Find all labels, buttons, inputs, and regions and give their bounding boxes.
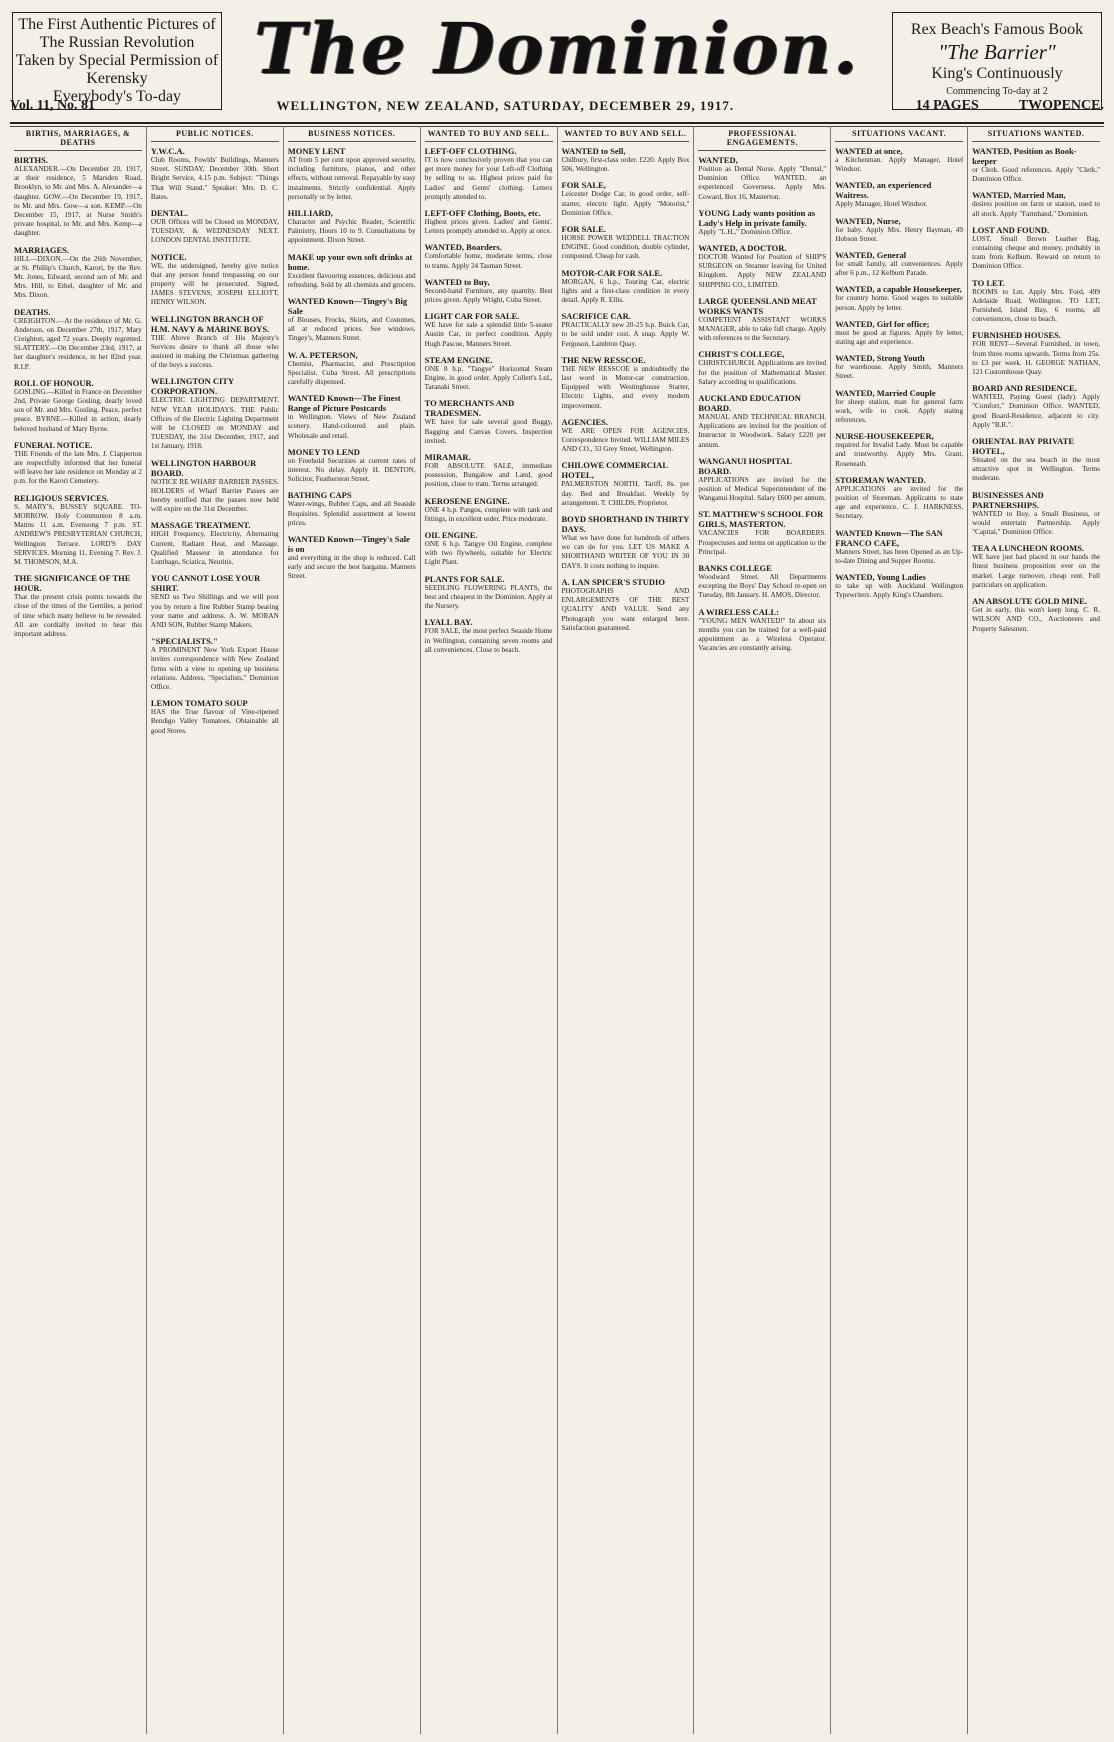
notice-heading: WANTED Known—The Finest Range of Picture Postcards <box>287 393 401 414</box>
notice-heading: ORIENTAL BAY PRIVATE HOTEL, <box>972 436 1074 457</box>
notice-body: Leicester Dodge Car, in good order, self-starter, electric light. Apply "Motorist," Dominion Office. <box>561 190 690 217</box>
notice-item <box>698 349 826 387</box>
notice-item <box>562 180 690 218</box>
notice-heading: Y.W.C.A. <box>150 146 185 156</box>
notice-heading: WANTED Known—Tingey's Big Sale <box>287 296 408 317</box>
ad-line: Commencing To-day at 2 <box>946 86 1048 97</box>
notice-heading: WELLINGTON CITY CORPORATION. <box>150 376 234 397</box>
notice-heading: FOR SALE. <box>561 224 606 235</box>
notice-body: S. MARY'S, BUSSEY SQUARE. TO-MORROW. Holy Communion 8 a.m. Matins 11 a.m. Evensong 7 p.m. ST. ANDREW'S PRESBYTERIAN CHURCH, Wellington Terrace. LORD'S DAY SERVICES. Morning 11, Evening 7. Rev. J. M. THOMSON, M.A. <box>14 502 142 566</box>
ad-line: The First Authentic Pictures of <box>18 16 216 33</box>
notice-heading: HILLIARD, <box>287 208 333 219</box>
notice-heading: CHILOWE COMMERCIAL HOTEL, <box>561 460 668 481</box>
notice-item <box>972 383 1100 430</box>
notice-item <box>288 208 416 246</box>
notice-item <box>288 447 416 485</box>
notice-heading: WANTED, General <box>835 250 907 261</box>
notice-heading: MONEY LENT <box>287 146 346 156</box>
column <box>147 126 284 1734</box>
notice-heading: DEATHS. <box>14 306 51 317</box>
notice-body: Chemist, Pharmacist, and Prescription Specialist. Cuba Street. All prescriptions carefully dispensed. <box>287 359 416 387</box>
notice-body: WE ARE OPEN FOR AGENCIES. Correspondence Invited. WILLIAM MILES AND CO., 33 Grey Street, Wellington. <box>561 426 690 454</box>
notice-item <box>425 355 553 393</box>
notice-item <box>14 155 142 239</box>
notice-item <box>698 563 826 601</box>
notice-item <box>288 393 416 441</box>
notice-heading: A WIRELESS CALL: <box>698 606 779 617</box>
column-header: SITUATIONS VACANT. <box>835 126 963 142</box>
notice-body: of Blouses, Frocks, Skirts, and Costumes, all at reduced prices. See windows. Tingey's, Manners Street. <box>287 316 416 343</box>
notice-heading: BATHING CAPS <box>287 490 352 501</box>
notice-body: required for Invalid Lady. Must be capable and trustworthy. Apply Mrs. Grant, Roseneath. <box>835 441 964 468</box>
notice-item <box>698 607 826 654</box>
notice-item <box>425 398 553 446</box>
notice-body: ALEXANDER.—On December 20, 1917, at their residence, 5 Marsden Road, Brooklyn, to Mr. and Mrs. A. Alexander—a daughter. GOW.—On December 19, 1917, to Mr. and Mrs. Gow—a son. KEMP.—On December 15, 1917, at Nurse Smith's private hospital, to Mr. and Mrs. Kemp—a daughter. <box>14 165 142 238</box>
notice-item <box>972 436 1100 484</box>
notice-item <box>425 530 553 568</box>
notice-heading: WANTED, an experienced Waitress. <box>835 180 932 201</box>
notice-heading: BANKS COLLEGE <box>698 563 772 574</box>
notice-body: Manners Street, has been Opened as an Up-to-date Dining and Supper Rooms. <box>835 547 964 565</box>
notice-item <box>425 277 553 305</box>
notice-item <box>835 475 963 522</box>
notice-body: APPLICATIONS are invited for the position of Medical Superintendent of the Wanganui Hospital. Salary £600 per annum. <box>698 475 827 503</box>
notice-body: Comfortable home, moderate terms, close to trams. Apply 24 Tasman Street. <box>424 252 553 270</box>
notice-body: in Wellington. Views of New Zealand scenery. Hand-coloured and plain. Wholesale and retail. <box>287 413 416 440</box>
notice-item <box>562 577 690 633</box>
notice-body: PRACTICALLY new 20-25 h.p. Buick Car, to be sold under cost. A snap. Apply W. Ferguson, Lambton Quay. <box>561 321 690 348</box>
notice-item <box>425 574 553 612</box>
notice-heading: CHRIST'S COLLEGE, <box>698 349 785 360</box>
notice-body: Water-wings, Rubber Caps, and all Seaside Requisites. Splendid assortment at lowest prices. <box>287 500 416 527</box>
notice-heading: TO MERCHANTS AND TRADESMEN. <box>424 398 515 419</box>
notice-heading: NOTICE. <box>150 251 187 262</box>
notice-heading: WANGANUI HOSPITAL BOARD. <box>698 455 792 476</box>
notice-heading: MASSAGE TREATMENT. <box>150 520 251 531</box>
notice-heading: FUNERAL NOTICE. <box>14 439 93 450</box>
notice-item <box>425 452 553 490</box>
column-header: BUSINESS NOTICES. <box>288 126 416 142</box>
notice-item <box>562 311 690 349</box>
notice-item <box>14 440 142 487</box>
notice-heading: MOTOR-CAR FOR SALE. <box>561 267 663 278</box>
notice-body: LOST, Small Brown Leather Bag, containing cheque and money, probably in tram from Kelburn. Reward on return to Dominion Office. <box>972 234 1100 271</box>
notice-item <box>288 490 416 528</box>
notice-heading: LEMON TOMATO SOUP <box>150 698 248 709</box>
notice-item <box>972 490 1100 538</box>
notice-item <box>151 698 279 736</box>
notice-body: HILL—DIXON.—On the 26th November, at St. Phillip's Church, Karori, by the Rev. Mr. Jones, Edward, second son of Mr. and Mrs. Hill, to Ethel, daughter of Mr. and Mrs. Dixon. <box>14 254 142 300</box>
notice-heading: WELLINGTON BRANCH OF H.M. NAVY & MARINE BOYS. <box>150 313 270 334</box>
notice-heading: TEA A LUNCHEON ROOMS. <box>972 543 1085 554</box>
newspaper-page <box>10 8 1104 1734</box>
column-header: WANTED TO BUY AND SELL. <box>425 126 553 142</box>
notice-heading: WANTED, Married Man, <box>972 190 1066 201</box>
column <box>284 126 421 1734</box>
notice-body: Club Rooms, Fowlds' Buildings, Manners Street. SUNDAY, December 30th. Short Bright Service, 4.15 p.m. Subject: "Things That Will Stand." Speaker: Mrs. D. C. Bates. <box>150 156 279 201</box>
notice-item <box>972 225 1100 272</box>
notice-item <box>151 636 279 692</box>
notice-heading: WANTED, <box>698 155 738 165</box>
notice-item <box>562 146 690 174</box>
column <box>968 126 1104 1734</box>
notice-item <box>972 330 1100 377</box>
notice-item <box>288 146 416 202</box>
price: TWOPENCE. <box>1018 98 1104 113</box>
column-header: SITUATIONS WANTED. <box>972 126 1100 142</box>
notice-heading: WANTED, Married Couple <box>835 387 936 398</box>
dateline-bar <box>10 96 1104 116</box>
notice-item <box>151 520 279 567</box>
notice-item <box>562 514 690 571</box>
notice-body: Excellent flavouring essences, delicious and refreshing. Sold by all chemists and grocers. <box>287 271 416 289</box>
notice-body: for sheep station, man for general farm work, wife to cook. Apply stating references. <box>835 397 964 425</box>
notice-heading: LIGHT CAR FOR SALE. <box>424 311 520 322</box>
notice-heading: WANTED, a capable Housekeeper, <box>835 284 962 295</box>
column-header: BIRTHS, MARRIAGES, & DEATHS <box>14 126 142 151</box>
notice-heading: THE NEW RESSCOE. <box>561 354 646 365</box>
notice-heading: WANTED, Strong Youth <box>835 353 925 364</box>
notice-body: THE NEW RESSCOE is undoubtedly the last word in Motor-car construction. Equipped with Westinghouse Starter, Electric Lights, and every modern improvement. <box>561 364 690 410</box>
notice-item <box>835 572 963 600</box>
notice-body: Position as Dental Nurse. Apply "Dental," Dominion Office. WANTED, an experienced Governess. Apply Mrs. Coward, Box 16, Masterton. <box>698 165 827 201</box>
notice-body: FOR RENT—Several Furnished, in town, from three rooms upwards. Terms from 25s. to £3 per week. H. GEORGE NATHAN, 121 Customhouse Quay. <box>972 340 1100 377</box>
notice-heading: ST. MATTHEW'S SCHOOL FOR GIRLS, MASTERTON. <box>698 509 824 530</box>
ad-line: The Russian Revolution <box>39 34 195 51</box>
notice-heading: MARRIAGES. <box>14 244 70 255</box>
notice-body: CHRISTCHURCH. Applications are invited for the position of Mathematical Master. Salary according to qualifications. <box>698 359 827 386</box>
ad-line: Rex Beach's Famous Book <box>910 21 1084 38</box>
notice-body: to take up with Auckland Wellington Typewriters. Apply King's Chambers. <box>835 582 964 600</box>
notice-body: Woodward Street. All Departments excepting the Boys' Day School re-open on Tuesday, 8th January. H. AMOS, Director. <box>698 573 827 600</box>
notice-item <box>14 245 142 301</box>
notice-heading: STOREMAN WANTED. <box>835 474 926 485</box>
notice-heading: STEAM ENGINE. <box>424 354 493 365</box>
notice-heading: YOU CANNOT LOSE YOUR SHIRT. <box>150 573 261 594</box>
notice-item <box>288 296 416 344</box>
notice-item <box>151 376 279 451</box>
notice-item <box>562 460 690 508</box>
notice-heading: "SPECIALISTS." <box>150 636 218 647</box>
notice-body: desires position on farm or station, used to all stock. Apply "Farmhand," Dominion. <box>972 200 1100 218</box>
notice-body: ONE 8 h.p. "Tangye" Horizontal Steam Engine, in good order. Apply Collett's Ltd., Taranaki Street. <box>424 364 553 392</box>
notice-item <box>835 353 963 381</box>
notice-body: WE, the undersigned, hereby give notice that any person found trespassing on our property will be prosecuted. Signed, JAMES STEVENS, JOSEPH ELLIOTT, HENRY WILSON. <box>150 261 279 307</box>
notice-body: COMPETENT ASSISTANT WORKS MANAGER, able to take full charge. Apply with references to the Secretary. <box>698 315 827 343</box>
notice-item <box>425 496 553 524</box>
newspaper-title: The Dominion. <box>254 7 860 90</box>
notice-body: ROOMS to Let. Apply Mrs. Ford, 499 Adelaide Road, Wellington. TO LET, Furnished, Island Bay, 6 rooms, all conveniences, close to beach. <box>972 287 1100 324</box>
notice-body: for warehouse. Apply Smith, Manners Street. <box>835 363 964 381</box>
notice-body: What we have done for hundreds of others we can do for you. LET US MAKE A SHORTHAND WRITER OF YOU IN 30 DAYS. It costs nothing to inquire. <box>561 534 690 570</box>
notice-body: WANTED to Buy, a Small Business, or would entertain Partnership. Apply "Capital," Dominion Office. <box>972 509 1100 537</box>
notice-body: GOSLING.—Killed in France on December 2nd, Private George Gosling, dearly loved son of Mr. and Mrs. Gosling. Peace, perfect peace. BYRNE.—Killed in action, dearly beloved husband of Mary Byrne. <box>14 387 142 433</box>
notice-heading: WANTED, Position as Book-keeper <box>972 146 1077 166</box>
notice-item <box>835 319 963 347</box>
notice-item <box>835 216 963 244</box>
notice-heading: FURNISHED HOUSES. <box>972 330 1061 341</box>
notice-heading: AN ABSOLUTE GOLD MINE. <box>972 596 1087 607</box>
notice-heading: BIRTHS. <box>14 155 48 165</box>
notice-body: FOR ABSOLUTE SALE, immediate possession, Bungalow and Land, good position, close to tram. Terms arranged. <box>424 462 553 489</box>
notice-heading: WANTED Known—The SAN FRANCO CAFE, <box>835 527 943 548</box>
notice-item <box>14 573 142 639</box>
notice-body: HIGH Frequency, Electricity, Alternating Current, Radiant Heat, and Massage. Qualified Masseur in attendance for Lumbago, Sciatica, Neuritis. <box>150 530 279 567</box>
notice-heading: WANTED, Young Ladies <box>835 572 926 583</box>
notice-body: Highest prices given. Ladies' and Gents'. Letters promptly attended to. Apply at once. <box>424 218 553 236</box>
column <box>694 126 831 1734</box>
column-header: PUBLIC NOTICES. <box>151 126 279 142</box>
notice-body: IT is now conclusively proven that you can get more money for your Left-off Clothing by selling to us. Highest prices paid for Ladies' and Gents' clothing. Letters promptly attended to. <box>424 156 553 201</box>
notice-item <box>562 224 690 262</box>
notice-body: NOTICE RE WHARF BARRIER PASSES. HOLDERS of Wharf Barrier Passes are hereby notified that the passes now held will expire on the 31st December. <box>150 477 279 514</box>
notice-heading: BOYD SHORTHAND IN THIRTY DAYS. <box>561 514 690 535</box>
notice-heading: LYALL BAY. <box>424 617 473 628</box>
notice-body: on Freehold Securities at current rates of interest. No delay. Apply H. DENTON, Solicitor, Featherston Street. <box>287 456 416 484</box>
notice-body: APPLICATIONS are invited for the position of Storeman. Applicants to state age and experience. C. J. HARKNESS, Secretary. <box>835 484 964 521</box>
notice-body: VACANCIES FOR BOARDERS. Prospectuses and terms on application to the Principal. <box>698 529 827 556</box>
notice-body: SEND us Two Shillings and we will post you by return a fine Rubber Stamp bearing your name and address. A. W. MORAN AND SON, Rubber Stamp Makers. <box>150 593 279 629</box>
notice-heading: WANTED at once, <box>835 146 903 156</box>
notice-heading: NURSE-HOUSEKEEPER, <box>835 431 934 442</box>
notice-heading: MIRAMAR. <box>424 452 471 463</box>
notice-heading: BOARD AND RESIDENCE. <box>972 383 1077 394</box>
notice-item <box>972 278 1100 325</box>
notice-item <box>288 534 416 582</box>
column <box>10 126 147 1734</box>
notice-heading: LOST AND FOUND. <box>972 224 1050 235</box>
column-header: PROFESSIONAL ENGAGEMENTS. <box>698 126 826 151</box>
notice-heading: LARGE QUEENSLAND MEAT WORKS WANTS <box>698 295 817 316</box>
column-header: WANTED TO BUY AND SELL. <box>562 126 690 142</box>
notice-item <box>14 493 142 567</box>
notice-heading: WANTED, Boarders. <box>424 242 502 253</box>
notice-item <box>698 296 826 344</box>
notice-item <box>151 252 279 308</box>
column <box>831 126 968 1734</box>
notice-body: Situated on the sea beach in the most attractive spot in Wellington. Terms moderate. <box>972 456 1100 483</box>
notice-item <box>698 393 826 450</box>
notice-heading: A. LAN SPICER'S STUDIO <box>561 576 665 587</box>
notice-item <box>425 208 553 236</box>
notice-body: PHOTOGRAPHS AND ENLARGEMENTS OF THE BEST QUALITY AND VALUE. Send any Photograph you want enlarged here. Satisfaction guaranteed. <box>561 586 690 632</box>
notice-body: DOCTOR Wanted for Position of SHIP'S SURGEON on Steamer leaving for United Kingdom. Apply NEW ZEALAND SHIPPING CO., LIMITED. <box>698 253 827 289</box>
notice-body: Apply "L.H.," Dominion Office. <box>698 227 792 236</box>
notice-item <box>835 528 963 566</box>
notice-body: HORSE POWER WEDDELL TRACTION ENGINE. Good condition, double cylinder, compound. Cheap for cash. <box>561 234 690 261</box>
notice-item <box>698 243 826 290</box>
notice-body: Chilbury, first-class order. £220. Apply Box 506, Wellington. <box>561 156 690 174</box>
notice-item <box>972 190 1100 218</box>
masthead <box>10 8 1104 120</box>
notice-heading: YOUNG Lady wants position as Lady's Help in private family. <box>698 207 816 228</box>
notice-item <box>835 284 963 312</box>
notice-body: A PROMINENT New York Export House invites correspondence with New Zealand firms with a view to opening up business relations. Address, "Specialists," Dominion Office. <box>150 646 279 691</box>
notice-heading: TO LET. <box>972 277 1005 288</box>
notice-item <box>151 208 279 246</box>
notice-body: and everything in the shop is reduced. Call early and secure the best bargains. Manners Street. <box>287 554 416 581</box>
masthead-rule <box>10 122 1104 124</box>
volume-number: Vol. 11, No. 81 <box>10 98 96 113</box>
notice-item <box>425 617 553 655</box>
column <box>421 126 558 1734</box>
notice-item <box>562 268 690 306</box>
notice-item <box>151 146 279 202</box>
notice-heading: THE SIGNIFICANCE OF THE HOUR. <box>14 573 131 594</box>
notice-item <box>835 180 963 209</box>
notice-item <box>835 431 963 469</box>
notice-body: Apply Manager, Hotel Windsor. <box>835 200 928 209</box>
notice-item <box>698 456 826 504</box>
notice-item <box>562 417 690 455</box>
notice-body: WE have for sale a splendid little 5-seater Austin Car, in perfect condition. Apply Hugh Pascoe, Manners Street. <box>424 321 553 348</box>
notice-body: FOR SALE, the most perfect Seaside Home in Wellington, containing seven rooms and all conveniences. Close to beach. <box>424 627 553 654</box>
notice-body: MORGAN, 6 h.p., Touring Car, electric lights and a first-class condition in every detail. Apply R. Ellis. <box>561 277 690 305</box>
notice-item <box>288 350 416 388</box>
notice-heading: ROLL OF HONOUR. <box>14 377 94 388</box>
column-area <box>10 126 1104 1734</box>
notice-heading: SACRIFICE CAR. <box>561 311 631 322</box>
notice-heading: DENTAL. <box>150 208 188 219</box>
notice-heading: WELLINGTON HARBOUR BOARD. <box>150 457 257 478</box>
notice-body: PALMERSTON NORTH. Tariff, 8s. per day. Bed and Breakfast. Weekly by arrangement. T. CHILDS, Proprietor. <box>561 480 690 507</box>
notice-item <box>972 543 1100 590</box>
notice-heading: WANTED to Sell, <box>561 146 626 156</box>
notice-heading: WANTED to Buy, <box>424 276 490 287</box>
notice-heading: BUSINESSES AND PARTNERSHIPS. <box>972 489 1044 510</box>
notice-heading: AGENCIES. <box>561 416 609 427</box>
notice-body: WANTED, Paying Guest (lady). Apply "Comfort," Dominion Office. WANTED, good Board-Residence, adjacent to city. Apply "B.R.". <box>972 393 1100 429</box>
notice-heading: FOR SALE, <box>561 180 606 191</box>
notice-item <box>698 155 826 202</box>
notice-body: Get in early, this won't keep long. C. R. WILSON AND CO., Auctioneers and Property Salesmen. <box>972 606 1100 633</box>
notice-body: CREIGHTON.—At the residence of Mr. G. Anderson, on December 27th, 1917, Mary Creighton, aged 72 years. Deeply regretted. SLATTERY.—On December 23rd, 1917, at her daughter's residence, in her 82nd year. R.I.P. <box>14 316 142 371</box>
column <box>558 126 695 1734</box>
notice-body: Second-hand Furniture, any quantity. Best prices given. Apply Wright, Cuba Street. <box>424 286 553 305</box>
notice-heading: WANTED, Girl for office; <box>835 318 930 329</box>
notice-heading: MONEY TO LEND <box>287 446 360 457</box>
notice-body: Character and Psychic Reader, Scientific Palmistry, Hours 10 to 9. Consultations by appointment. Dixon Street. <box>287 218 416 245</box>
notice-item <box>425 146 553 202</box>
notice-body: OUR Offices will be Closed on MONDAY, TUESDAY, & WEDNESDAY NEXT. LONDON DENTAL INSTITUTE. <box>150 218 279 245</box>
notice-body: for small family, all conveniences. Apply after 6 p.m., 12 Kelburn Parade. <box>835 260 964 278</box>
ad-line: Taken by Special Permission of <box>15 52 219 69</box>
notice-body: must be good at figures. Apply by letter, stating age and experience. <box>835 328 964 347</box>
notice-item <box>972 596 1100 634</box>
notice-body: "YOUNG MEN WANTED!" In about six months you can be trained for a well-paid appointment as a Wireless Operator. Vacancies are constantly arising. <box>698 616 827 653</box>
notice-heading: RELIGIOUS SERVICES. <box>14 492 109 503</box>
notice-item <box>151 573 279 630</box>
notice-body: AT from 5 per cent upon approved security, including furniture, pianos, and other effects, without removal. Repayable by easy instalments. Strictly confidential. Apply personally or by letter. <box>287 156 416 201</box>
ad-feature-title: "The Barrier" <box>938 40 1056 64</box>
notice-item <box>698 208 826 237</box>
notice-heading: WANTED, Nurse, <box>835 215 901 226</box>
notice-body: MANUAL AND TECHNICAL BRANCH. Applications are invited for the position of Instructor in Woodwork. Salary £220 per annum. <box>698 413 827 449</box>
ad-line: King's Continuously <box>931 65 1063 82</box>
notice-item <box>288 252 416 290</box>
ad-line: Kerensky <box>86 70 148 87</box>
notice-item <box>14 378 142 434</box>
notice-heading: W. A. PETERSON, <box>287 349 358 360</box>
notice-heading: KEROSENE ENGINE. <box>424 495 510 506</box>
notice-heading: LEFT-OFF Clothing, Boots, etc. <box>424 208 541 219</box>
notice-heading: OIL ENGINE. <box>424 530 478 541</box>
notice-heading: PLANTS FOR SALE. <box>424 573 505 584</box>
notice-body: THE Friends of the late Mrs. J. Clapperton are respectfully informed that her funeral will leave her late residence on Monday at 2 p.m. for the Karori Cemetery. <box>14 449 142 486</box>
page-count: 14 PAGES <box>915 98 979 113</box>
notice-body: ONE 6 h.p. Tangye Oil Engine, complete with two flywheels, suitable for Electric Light Plant. <box>424 540 553 567</box>
notice-body: for baby. Apply Mrs. Henry Bayman, 49 Hobson Street. <box>835 225 964 243</box>
ad-line: Everybody's To-day <box>52 88 182 105</box>
notice-body: for country home. Good wages to suitable person. Apply by letter. <box>835 294 964 312</box>
notice-body: HAS the True flavour of Vine-ripened Bendigo Valley Tomatoes. Obtainable all good Stores. <box>150 708 279 735</box>
notice-item <box>425 242 553 270</box>
notice-body: ONE 4 h.p. Pangos, complete with tank and fittings, in excellent order. Price moderate. <box>424 505 553 523</box>
notice-body: That the present crisis points towards the close of the times of the Gentiles, a period of time which many believe to be revealed. All are cordially invited to hear this important address. <box>14 593 142 638</box>
title-wrap <box>230 8 884 90</box>
notice-item <box>835 388 963 426</box>
notice-body: THE Above Branch of His Majesty's Services desire to thank all those who assisted in making the Christmas gathering of the boys a success. <box>150 333 279 370</box>
notice-item <box>151 314 279 371</box>
notice-item <box>425 311 553 349</box>
notice-heading: WANTED Known—Tingey's Sale is on <box>287 534 410 555</box>
notice-item <box>562 355 690 411</box>
notice-item <box>151 458 279 515</box>
notice-body: ELECTRIC LIGHTING DEPARTMENT. NEW YEAR HOLIDAYS. THE Public Offices of the Electric Lighting Department will be CLOSED on MONDAY and TUESDAY, the 31st December, 1917, and 1st January, 1918. <box>150 396 279 451</box>
notice-heading: AUCKLAND EDUCATION BOARD. <box>698 393 801 414</box>
dateline: WELLINGTON, NEW ZEALAND, SATURDAY, DECEMBER 29, 1917. <box>276 98 735 113</box>
notice-heading: LEFT-OFF CLOTHING. <box>424 146 517 156</box>
notice-item <box>14 307 142 372</box>
notice-body: WE have just had placed in our hands the finest business proposition ever on the market. Large turnover, cheap rent. Full particulars on application. <box>972 553 1100 589</box>
notice-body: SEEDLING FLOWERING PLANTS, the best and cheapest in the Dominion. Apply at the Nursery. <box>424 583 553 611</box>
notice-body: or Clerk. Good references. Apply "Clerk," Dominion Office. <box>972 166 1100 184</box>
notice-item <box>698 509 826 557</box>
notice-item <box>972 146 1100 184</box>
notice-body: a Kitchenman. Apply Manager, Hotel Windsor. <box>835 156 964 174</box>
notice-heading: WANTED, A DOCTOR. <box>698 243 787 254</box>
notice-item <box>835 146 963 174</box>
notice-heading: MAKE up your own soft drinks at home. <box>287 251 413 272</box>
issue-info <box>916 98 1104 114</box>
notice-body: WE have for sale several good Buggy, Bagging and Canvas Covers. Inspection invited. <box>424 418 553 445</box>
notice-item <box>835 250 963 278</box>
